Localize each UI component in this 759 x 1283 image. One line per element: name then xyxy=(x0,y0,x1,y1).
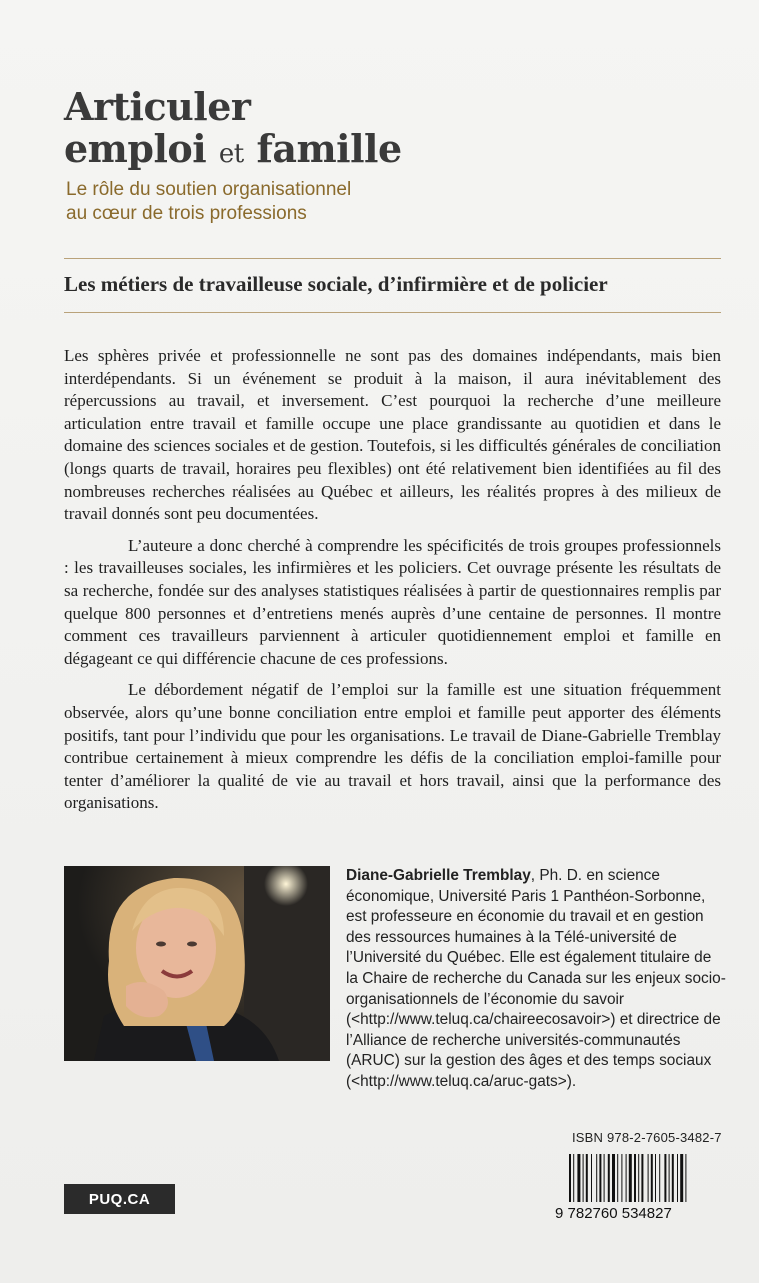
barcode-bar xyxy=(569,1154,571,1202)
author-name: Diane-Gabrielle Tremblay xyxy=(346,867,531,884)
publisher-badge[interactable]: PUQ.CA xyxy=(64,1184,175,1214)
barcode-bar xyxy=(664,1154,666,1202)
barcode-bar xyxy=(634,1154,636,1202)
barcode-bar xyxy=(604,1154,605,1202)
title-word-emploi: emploi xyxy=(64,126,207,171)
barcode-bar xyxy=(596,1154,597,1202)
barcode-bar xyxy=(599,1154,601,1202)
barcode-bar xyxy=(672,1154,674,1202)
book-subtitle xyxy=(66,178,351,226)
title-line-1: Articuler xyxy=(64,84,251,129)
title-word-et: et xyxy=(218,139,244,169)
book-title xyxy=(64,86,402,175)
barcode-bar xyxy=(608,1154,610,1202)
blurb-paragraph: Le débordement négatif de l’emploi sur la famille est une situation fréquemment observée, alors qu’une bonne conciliation entre emploi et famille peut apporter des éléments positifs, tant pour l’individu que pour les organisations. Le travail de Diane-Gabrielle Tremblay contribue certainement à mieux comprendre les défis de la conciliation emploi-famille pour tenter d’améliorer la qualité de vie au travail et hors travail, ainsi que la performance des organisations. xyxy=(64,680,721,813)
author-bio xyxy=(346,866,726,1093)
barcode-bar xyxy=(638,1154,639,1202)
barcode-bar xyxy=(591,1154,592,1202)
author-portrait-image xyxy=(64,866,330,1061)
barcode xyxy=(555,1150,723,1220)
barcode-bar xyxy=(651,1154,653,1202)
barcode-bar xyxy=(641,1154,643,1202)
top-divider xyxy=(64,258,721,259)
bottom-divider xyxy=(64,312,721,313)
barcode-bar xyxy=(685,1154,686,1202)
blurb-paragraph: L’auteure a donc cherché à comprendre les spécificités de trois groupes professionnels : les travailleuses sociales, les infirmières et les policiers. Cet ouvrage présente les résultats de sa recherche, fondée sur des analyses statistiques réalisées à partir de questionnaires remplis par quelque 800 personnes et d’entretiens menés auprès d’une centaine de personnes. Il montre comment ces travailleurs parviennent à articuler quotidiennement emploi et famille en dégageant ce qui différencie chacune de ces professions. xyxy=(64,535,721,668)
barcode-bar xyxy=(573,1154,574,1202)
barcode-bar xyxy=(677,1154,678,1202)
barcode-bar xyxy=(621,1154,622,1202)
barcode-bar xyxy=(583,1154,584,1202)
barcode-bar xyxy=(648,1154,649,1202)
barcode-bar xyxy=(617,1154,618,1202)
barcode-bar xyxy=(577,1154,580,1202)
author-bio-text: , Ph. D. en science économique, Université Paris 1 Panthéon-Sorbonne, est professeure en économie du travail et en gestion des ressources humaines à la Télé-université de l’Université du Québec. Elle est également titulaire de la Chaire de recherche du Canada sur les enjeux socio-organisationnels de l’économie du savoir (<http://www.teluq.ca/chaireecosavoir>) et directrice de l’Alliance de recherche universités-communautés (ARUC) sur la gestion des âges et des temps sociaux (<http://www.teluq.ca/aruc-gats>). xyxy=(346,867,726,1090)
subtitle-line-2: au cœur de trois professions xyxy=(66,203,307,224)
title-line-2 xyxy=(64,128,402,175)
barcode-bar xyxy=(629,1154,632,1202)
blurb xyxy=(64,345,721,824)
blurb-paragraph: Les sphères privée et professionnelle ne sont pas des domaines indépendants, mais bien interdépendants. Si un événement se produit à la maison, il aura inévitablement des répercussions au travail, et inversement. C’est pourquoi la recherche d’une meilleure articulation entre travail et famille occupe une place grandissante au quotidien et dans le domaine des sciences sociales et de gestion. Toutefois, si les difficultés générales de conciliation (longs quarts de travail, horaires peu flexibles) ont été relativement bien identifiées au fil des nombreuses recherches réalisées au Québec et ailleurs, les réalités propres à des milieux de travail donnés sont peu documentées. xyxy=(64,346,721,524)
barcode-bar xyxy=(680,1154,683,1202)
barcode-bar xyxy=(659,1154,660,1202)
tagline: Les métiers de travailleuse sociale, d’infirmière et de policier xyxy=(64,272,608,296)
isbn-label: ISBN 978-2-7605-3482-7 xyxy=(572,1130,722,1145)
barcode-bar xyxy=(655,1154,656,1202)
barcode-bar xyxy=(612,1154,615,1202)
barcode-digits: 9 782760 534827 xyxy=(555,1205,672,1220)
author-photo xyxy=(64,866,330,1061)
barcode-bar xyxy=(669,1154,670,1202)
barcode-bar xyxy=(586,1154,588,1202)
title-word-famille: famille xyxy=(256,126,402,171)
subtitle-line-1: Le rôle du soutien organisationnel xyxy=(66,179,352,200)
barcode-bar xyxy=(626,1154,627,1202)
